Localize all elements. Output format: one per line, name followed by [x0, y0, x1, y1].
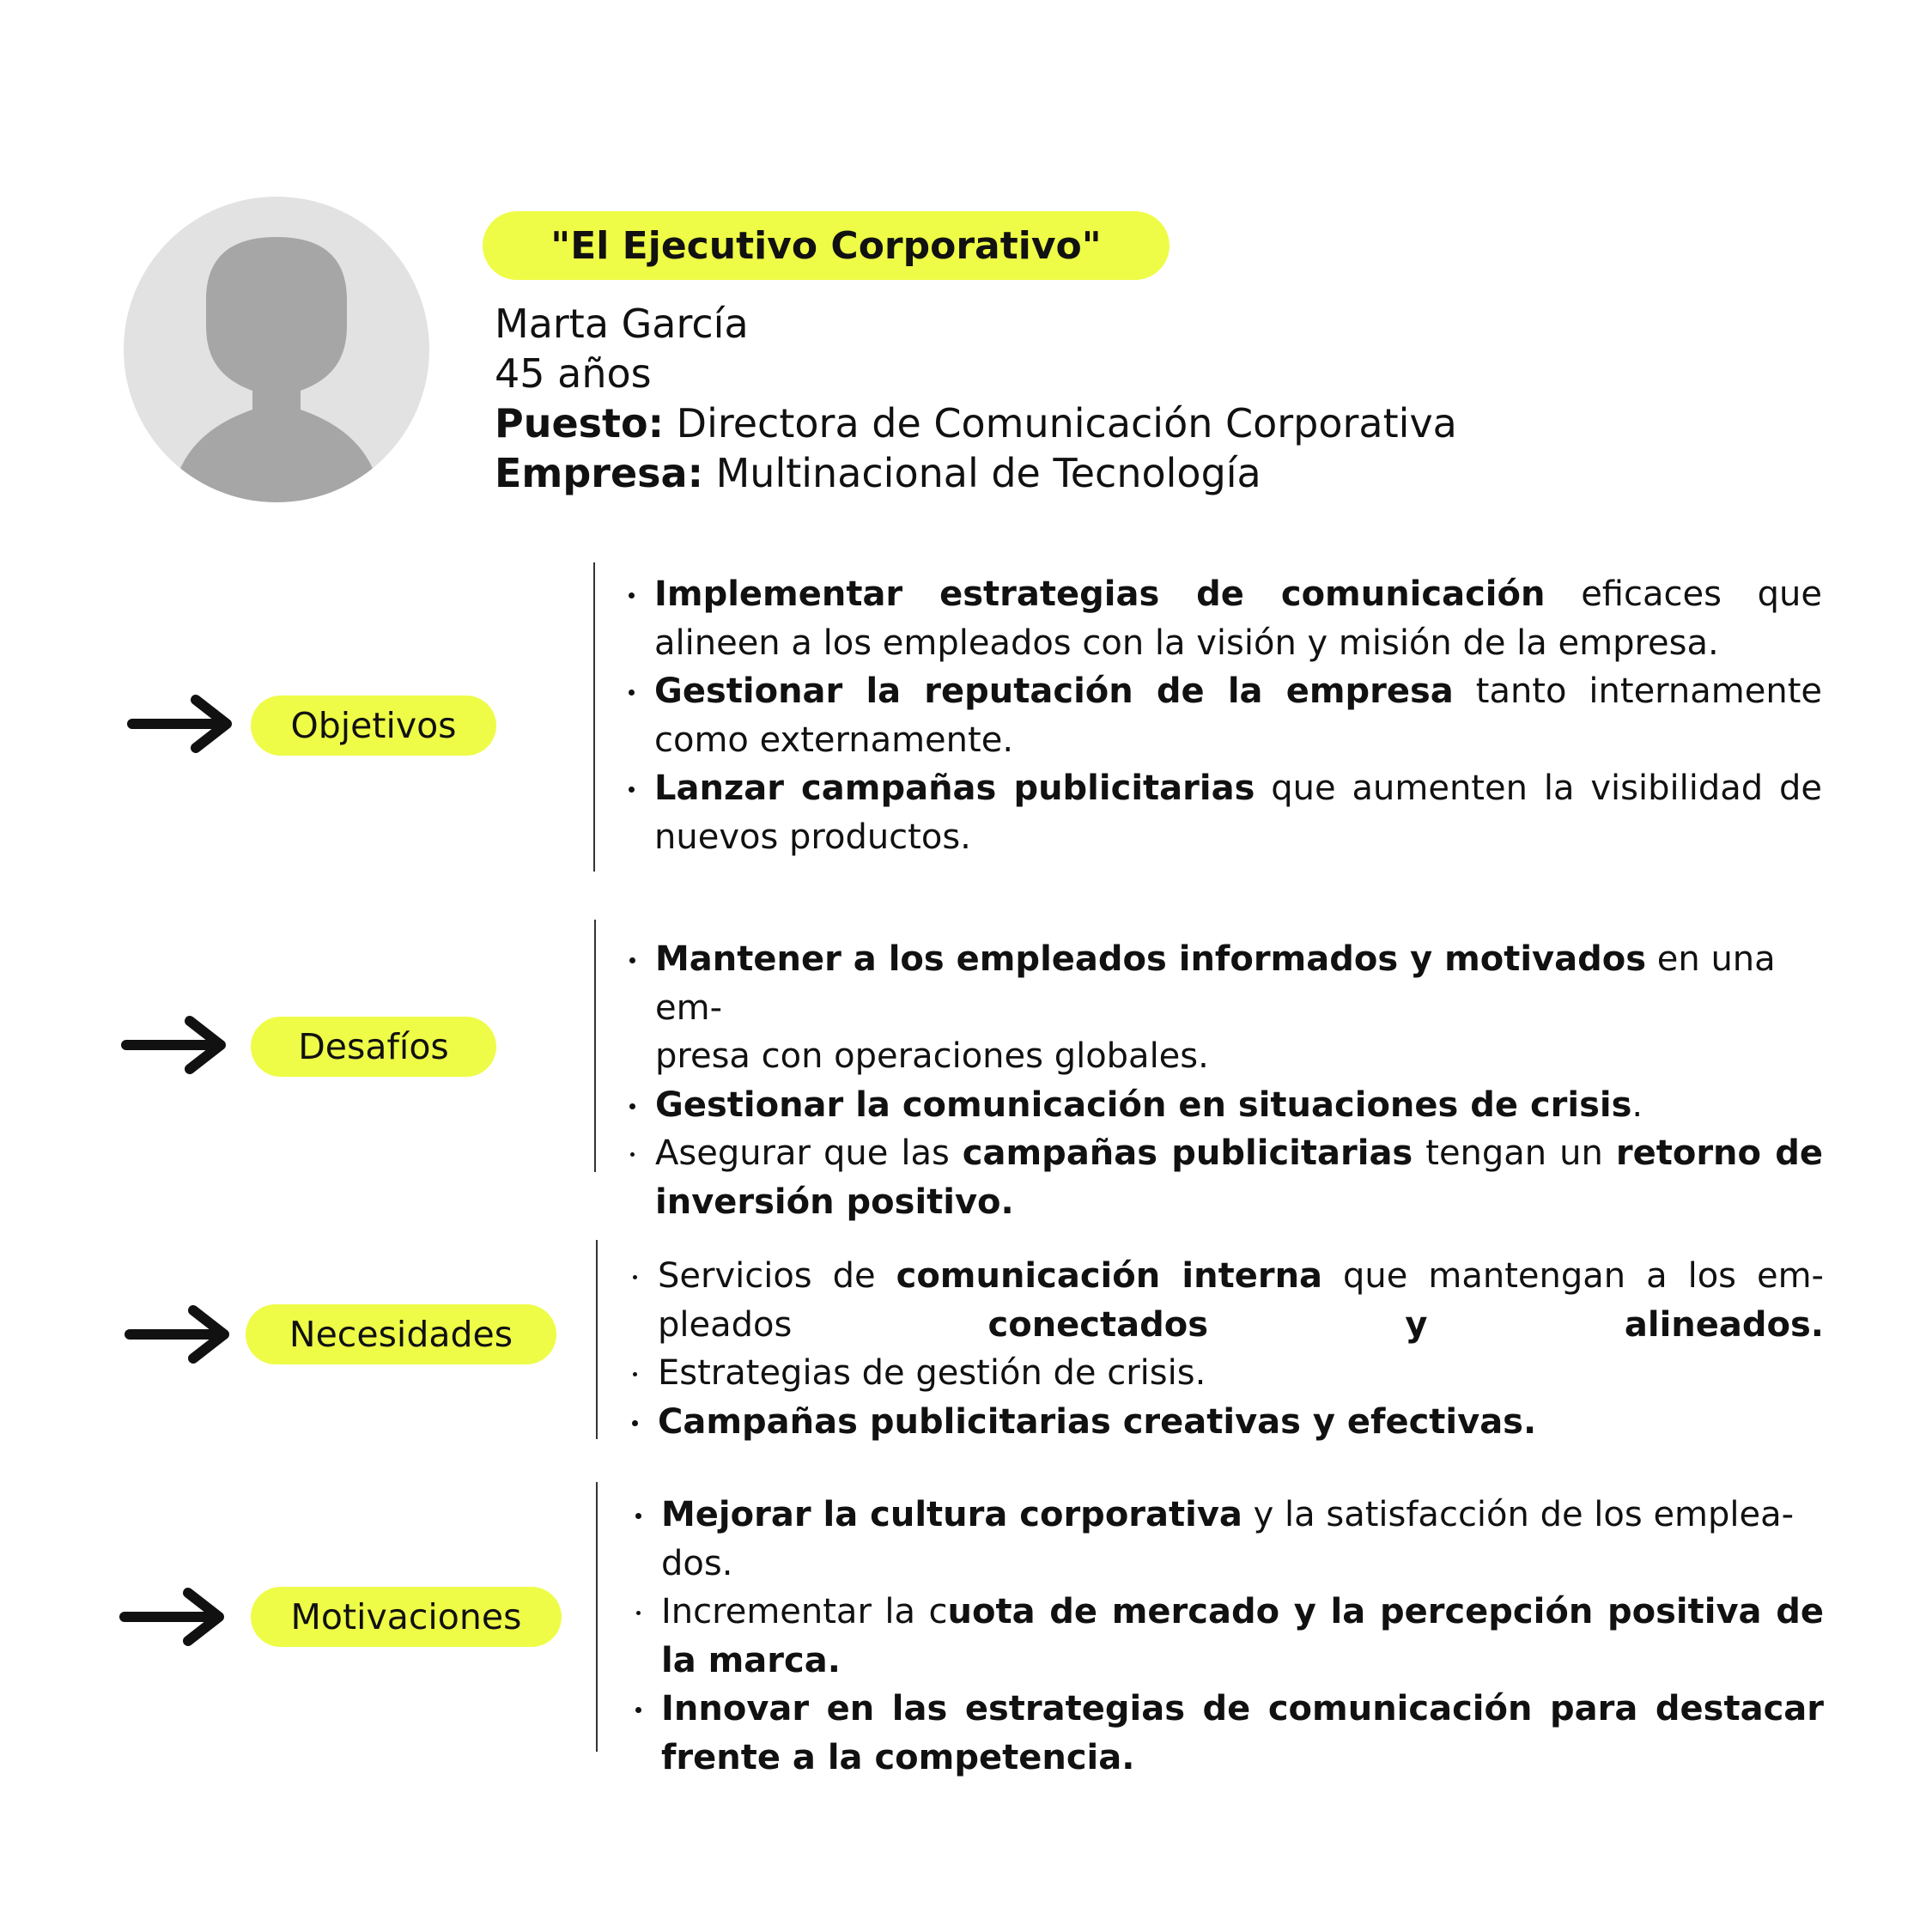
position-value: Directora de Comunicación Corporativa [664, 400, 1457, 447]
list-item: Lanzar campañas publicitarias que aumenten la visibilidad de nuevos productos. [654, 764, 1822, 861]
persona-info [495, 299, 1457, 498]
list-item: Asegurar que las campañas publicitarias tengan un retorno de inversión positivo. [655, 1129, 1823, 1226]
list-item: Campañas publicitarias creativas y efectivas. [658, 1398, 1824, 1447]
necesidades-list [658, 1252, 1824, 1446]
persona-company [495, 448, 1457, 498]
section-divider [596, 1240, 598, 1439]
list-item: Estrategias de gestión de crisis. [658, 1349, 1824, 1398]
company-label: Empresa: [495, 450, 703, 496]
list-item: Gestionar la reputación de la empresa tanto internamente como externamente. [654, 667, 1822, 764]
section-label-motivaciones: Motivaciones [251, 1587, 562, 1647]
position-label: Puesto: [495, 400, 665, 447]
list-item: Mantener a los empleados informados y motivados en una em- presa con operaciones globales. [655, 935, 1823, 1081]
section-label-desafios: Desafíos [251, 1017, 496, 1077]
arrow-right-icon [123, 1303, 234, 1365]
list-item: Innovar en las estrategias de comunicación para destacar frente a la competencia. [661, 1685, 1824, 1782]
objetivos-list [654, 570, 1822, 861]
list-item: Implementar estrategias de comunicación eficaces que alineen a los empleados con la visión y misión de la empresa. [654, 570, 1822, 667]
company-value: Multinacional de Tecnología [702, 450, 1261, 496]
arrow-right-icon [125, 693, 237, 755]
list-item: Servicios de comunicación interna que mantengan a los em- pleados conectados y alineados. [658, 1252, 1824, 1349]
section-divider [596, 1482, 598, 1752]
motivaciones-list [661, 1491, 1824, 1782]
desafios-list [655, 935, 1823, 1226]
persona-title: "El Ejecutivo Corporativo" [483, 211, 1170, 280]
list-item: Mejorar la cultura corporativa y la satisfacción de los emplea- dos. [661, 1491, 1824, 1588]
list-item: Incrementar la cuota de mercado y la percepción positiva de la marca. [661, 1588, 1824, 1685]
list-item: Gestionar la comunicación en situaciones de crisis. [655, 1081, 1823, 1130]
person-silhouette-icon [124, 197, 429, 502]
section-label-objetivos: Objetivos [251, 696, 496, 756]
section-divider [593, 562, 595, 872]
avatar [124, 197, 429, 502]
section-divider [594, 920, 596, 1172]
arrow-right-icon [119, 1014, 231, 1076]
persona-position [495, 398, 1457, 448]
persona-age: 45 años [495, 350, 652, 397]
persona-name: Marta García [495, 301, 749, 347]
section-label-necesidades: Necesidades [246, 1304, 556, 1364]
arrow-right-icon [118, 1586, 229, 1648]
